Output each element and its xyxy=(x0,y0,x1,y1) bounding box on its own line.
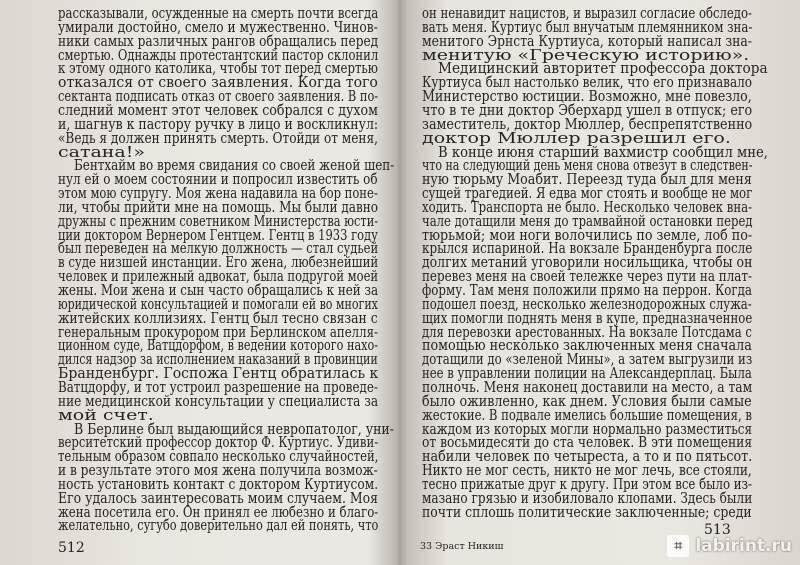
text-line: нул ей о моем состоянии и попросил известить об xyxy=(58,170,378,189)
text-line: вать меня. Куртиус был внучатым племянником зна- xyxy=(422,17,753,36)
text-line: мой счет. xyxy=(58,405,154,424)
text-line: тельным образом совпало несколько случайностей, xyxy=(58,447,379,466)
text-line: дружны с прежним советником Министерства юсти- xyxy=(58,211,379,230)
text-line: и в результате этого моя жена получила возмож- xyxy=(58,461,378,480)
text-line: и, шагнув к пастору ручку в лицо и воскликнул: xyxy=(58,114,379,133)
text-line: ники самых различных рангов обращались перед xyxy=(58,31,379,50)
text-line: рассказывали, осужденные на смерть почти всегда xyxy=(58,4,379,22)
text-line: ние медицинской консультации у специалиста за xyxy=(58,391,379,410)
page-number: 513 xyxy=(704,522,731,538)
labirint-logo-icon: ⌗ xyxy=(667,535,689,557)
text-line: житейских коллизиях. Гентц был тесно связан с xyxy=(58,308,378,327)
text-line: Его удалось заинтересовать моим случаем. Моя xyxy=(58,488,379,507)
text-line: человек и прилежный адвокат, была подругой моей xyxy=(58,267,379,286)
text-line: В Берлине был выдающийся невропатолог, уни- xyxy=(74,419,394,438)
text-line: помощью несколько заключенных меня сначала xyxy=(422,336,752,355)
text-line: что на следующий день меня снова отвезут в следствен- xyxy=(422,156,753,175)
text-line: тюрьмой; мои ноги волочились по земле, лоб по- xyxy=(422,225,753,244)
text-line: щих помогли поднять меня в купе, предназначенное xyxy=(422,308,753,327)
text-line: дился надзор за исполнением наказаний в провинции xyxy=(58,350,378,369)
text-line: верситетский профессор доктор Ф. Куртиус. Удиви- xyxy=(58,433,379,452)
text-line: Бранденбург. Госпожа Гентц обратилась к xyxy=(58,364,379,383)
signature-mark: 33 Эраст Никиш xyxy=(420,541,504,552)
text-line: полночь. Меня наконец доставили на место, а там xyxy=(422,377,753,396)
text-line: ции доктором Вернером Гентцем. Гентц в 1933 году xyxy=(58,225,378,244)
text-line: смертью. Однажды протестантский пастор склонил xyxy=(58,45,379,64)
text-line: форму. Там меня положили прямо на перрон. Когда xyxy=(422,281,752,299)
text-line: перевез меня на своей тележке через пути на плат- xyxy=(422,267,752,286)
text-line: от восьмидесяти до ста человек. В эти помещения xyxy=(422,433,753,452)
text-line: Куртиуса был настолько велик, что его признавало xyxy=(422,73,753,92)
text-line: нее в управлении полиции на Александерплац. Была xyxy=(422,364,752,383)
text-line: ность установить контакт с доктором Куртиусом. xyxy=(58,474,379,493)
text-line: жена посетила его. Он принял ее любезно и благо- xyxy=(58,502,379,521)
text-line: умирали достойно, смело и мужественно. Чинов- xyxy=(58,17,378,36)
text-line: менитого Эрнста Куртиуса, который написал зна- xyxy=(422,31,752,50)
text-line: Бентхайм во время свидания со своей женой шеп- xyxy=(74,156,395,175)
text-line: этом мою супругу. Моя жена надавила на бор поне- xyxy=(58,184,378,203)
text-line: Никто не мог сесть, никто не мог лечь, все стояли, xyxy=(422,461,752,480)
text-line: было оживленно, как днем. Условия были самые xyxy=(422,391,752,410)
text-line: почти сплошь политические заключенные; среди xyxy=(422,502,752,521)
text-line: Министерство юстиции. Возможно, мне повезло, xyxy=(422,87,752,106)
text-line: тесно прижатые друг к другу. При этом все было из- xyxy=(422,474,752,493)
text-line: заместитель, доктор Мюллер, беспрепятственно xyxy=(422,114,753,133)
text-line: генеральным прокурором при Берлинском апелля- xyxy=(58,322,378,341)
text-line: дотащили до «зеленой Мины», а затем выгрузили из xyxy=(422,350,753,369)
text-line: долгих метаний уговорили носильщика, чтобы он xyxy=(422,253,753,272)
text-line: набили человек по четыреста, а то и по пятьсот. xyxy=(422,447,753,466)
text-line: ли, чтобы прийти мне на помощь. Мы были давно xyxy=(58,197,379,216)
text-line: юридической консультацией и помогали ей во многих xyxy=(58,294,378,313)
page-number: 512 xyxy=(58,540,85,556)
text-line: мазано грязью и изобиловало клопами. Здесь были xyxy=(422,488,753,507)
text-line: сущей трагедией. Я едва мог стоять и вообще не мог xyxy=(422,184,753,203)
text-line: он ненавидит нацистов, и выразил согласие обследо- xyxy=(422,4,752,22)
text-line: жены. Мои жена и сын часто обращались к ней за xyxy=(58,281,379,299)
text-line: ходить. Транспорта не было. Несколько человек вна- xyxy=(422,197,753,216)
text-line: жестокие. В подвале имелись большие помещения, в xyxy=(422,405,752,424)
text-line: крылся испариной. На вокзале Бранденбурга после xyxy=(422,239,753,258)
text-line: доктор Мюллер разрешил его. xyxy=(422,128,731,147)
text-line: Ватцдорфу, и тот устроил разрешение на проведе- xyxy=(58,377,378,396)
text-line: что в те дни доктор Эберхард ушел в отпуск; его xyxy=(422,100,753,119)
text-line: чале дотащили меня до трамвайной остановки перед xyxy=(422,211,753,230)
text-line: ционном суде, Ватцдорфом, в ведении которого нахо- xyxy=(58,336,379,355)
text-line: в суде низшей инстанции. Его жена, любезнейший xyxy=(58,253,379,272)
text-line: подошел поезд, несколько железнодорожных служа- xyxy=(422,294,752,313)
text-line: следний момент этот человек собрался с духом xyxy=(58,100,378,119)
text-line: каждом из которых могли нормально разместиться xyxy=(422,419,753,438)
watermark-text: labirint.ru xyxy=(695,536,792,556)
text-line: сатана!» xyxy=(58,142,145,161)
text-line: сектанта подписать отказ от своего заявления. В по- xyxy=(58,87,379,106)
text-line: Медицинский авторитет профессора доктора xyxy=(438,59,768,78)
watermark xyxy=(667,533,792,559)
text-line: отказался от своего заявления. Когда того xyxy=(58,73,378,92)
text-line: менитую «Греческую историю». xyxy=(422,45,750,64)
text-line: В конце июня старший вахмистр сообщил мне, xyxy=(438,142,769,161)
text-line: желательно, сугубо доверительно дал ей понять, что xyxy=(58,516,379,535)
text-line: ную тюрьму Моабит. Переезд туда был для меня xyxy=(422,170,752,189)
text-line: «Ведь я должен принять смерть. Отойди от меня, xyxy=(58,128,379,147)
text-line: для перевозки арестованных. На вокзале Потсдама с xyxy=(422,322,752,341)
text-line: к этому одного католика, чтобы тот перед смертью xyxy=(58,59,379,78)
text-line: был переведен на мелкую должность — стал судьей xyxy=(58,239,379,258)
